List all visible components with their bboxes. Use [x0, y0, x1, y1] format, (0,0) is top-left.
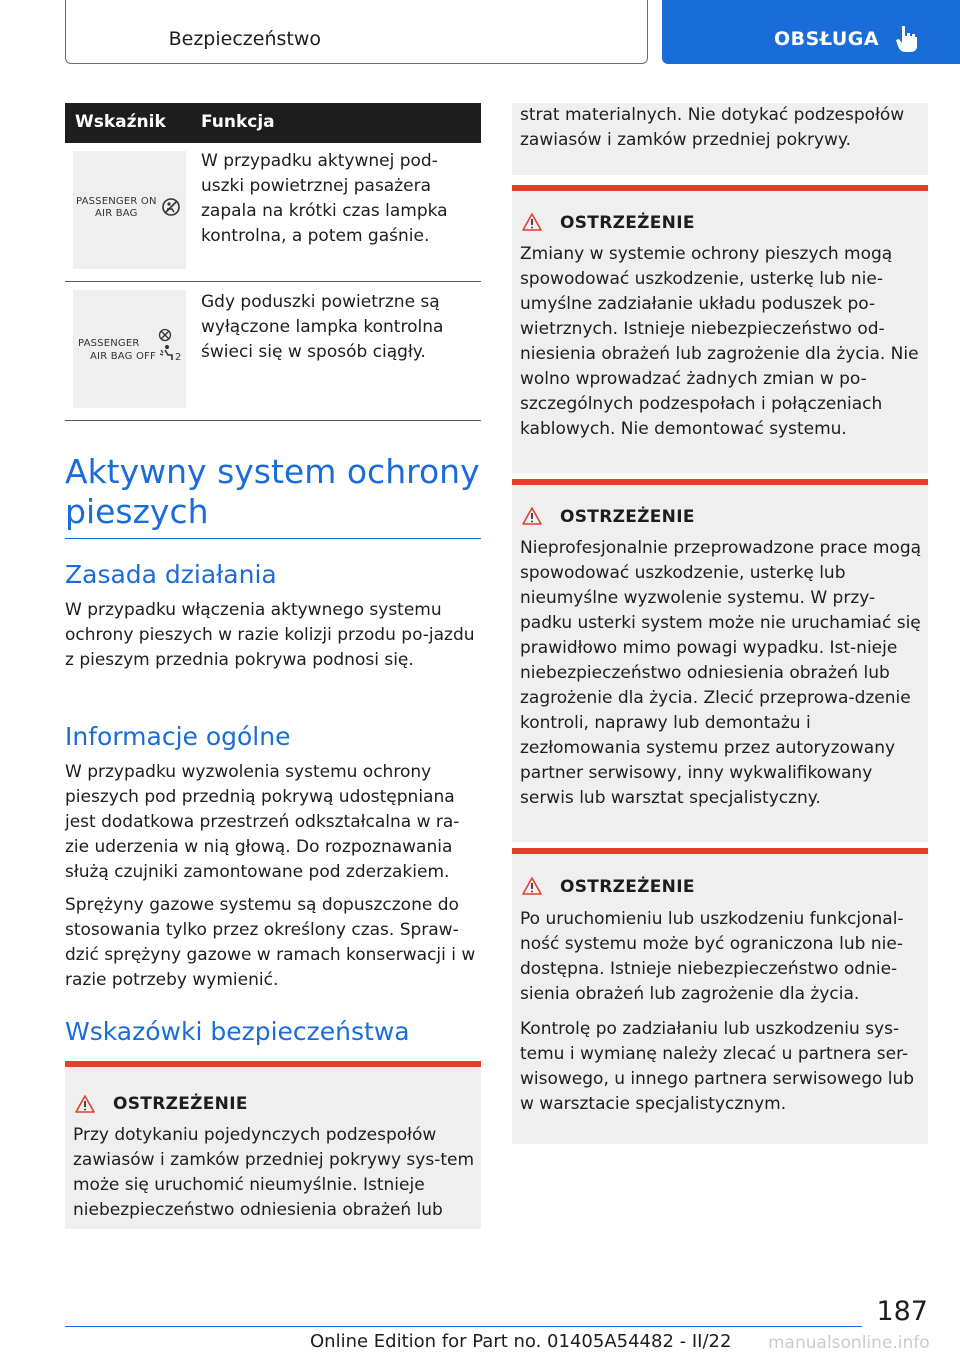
warning-box-1-continued [512, 103, 928, 175]
warning-text-continued: strat materialnych. Nie dotykać podzespołów zawiasów i zamków przedniej pokrywy. [520, 105, 905, 150]
airbag-on-icon [161, 197, 181, 217]
table-header [65, 103, 481, 143]
general-text-1: W przypadku wyzwolenia systemu ochrony pieszych pod przednią pokrywą udostępniana jest dodatkowa przestrzeń odkształcalna w ra-zie uderzenia w nią głową. Do rozpoznawania służą czujniki zamontowane pod zderzakiem. [65, 762, 460, 882]
indicator-table [65, 103, 481, 421]
header-tab-label: OBSŁUGA [774, 28, 880, 50]
header-section-title: Bezpieczeństwo [168, 28, 321, 50]
table-row [65, 282, 481, 421]
hand-pointer-icon [894, 24, 920, 54]
seated-passenger-icon [159, 344, 175, 362]
warning-text: Nieprofesjonalnie przeprowadzone prace mogą spowodować uszkodzenie, usterkę lub nieumyślne wyzwolenie systemu. W przy-padku usterki system może nie uruchamiać się prawidłowo mimo powagi wypadku. Ist-nieje niebezpieczeństwo odniesienia obrażeń lub zagrożenie dla życia. Zlecić przeprowa-dzenie kontroli, naprawy lub demontażu i zezłomowania systemu przez autoryzowany partner serwisowy, inny wykwalifikowany serwis lub warsztat specjalistyczny. [520, 538, 922, 808]
warning-box-3 [512, 479, 928, 842]
warning-label: OSTRZEŻENIE [560, 213, 695, 233]
footer-divider [65, 1326, 862, 1327]
warning-triangle-icon [522, 507, 542, 525]
footer-watermark: manualsonline.info [768, 1333, 930, 1353]
warning-text: Zmiany w systemie ochrony pieszych mogą spowodować uszkodzenie, usterkę lub nie-umyślne zadziałanie układu poduszek po-wietrznych. Istnieje niebezpieczeństwo od-niesienia obrażeń lub zagrożenie dla życia. Nie wolno wprowadzać żadnych zmian w po-szczególnych podzespołach i połączeniach kablowych. Nie demontować systemu. [520, 244, 919, 439]
subsection-title-general: Informacje ogólne [65, 722, 291, 751]
header-tab-obsluga[interactable] [662, 0, 960, 64]
indicator-text-line1: PASSENGER [78, 338, 140, 349]
warning-box-1 [65, 1061, 481, 1229]
warning-triangle-icon [522, 213, 542, 231]
warning-box-4 [512, 848, 928, 1144]
footer-edition: Online Edition for Part no. 01405A54482 - II/22 [310, 1331, 732, 1352]
table-header-indicator: Wskaźnik [75, 112, 166, 132]
indicator-suffix: 2 [175, 352, 182, 363]
principle-text: W przypadku włączenia aktywnego systemu ochrony pieszych w razie kolizji przodu po-jazdu z pieszym przednia pokrywa podnosi się. [65, 600, 475, 670]
warning-text-1: Po uruchomieniu lub uszkodzeniu funkcjonal-ność systemu może być ograniczona lub nie-dostępna. Istnieje niebezpieczeństwo odnie-sienia obrażeń lub zagrożenie dla życia. [520, 909, 904, 1004]
warning-triangle-icon [522, 877, 542, 895]
subsection-title-safety: Wskazówki bezpieczeństwa [65, 1017, 410, 1046]
function-text: Gdy poduszki powietrzne są wyłączone lampka kontrolna świeci się w sposób ciągły. [201, 292, 444, 362]
subsection-title-principle: Zasada działania [65, 560, 277, 589]
section-divider [65, 538, 481, 539]
warning-text: Przy dotykaniu pojedynczych podzespołów zawiasów i zamków przedniej pokrywy sys-tem może się uruchomić nieumyślnie. Istnieje niebezpieczeństwo odniesienia obrażeń lub [73, 1125, 475, 1220]
indicator-airbag-off [73, 290, 186, 408]
warning-label: OSTRZEŻENIE [560, 507, 695, 527]
warning-text-2: Kontrolę po zadziałaniu lub uszkodzeniu sys-temu i wymianę należy zlecać u partnera ser-wisowego, u innego partnera serwisowego lub w warsztacie specjalistycznym. [520, 1019, 915, 1114]
indicator-text-line1: PASSENGER ON [76, 196, 157, 207]
warning-triangle-icon [75, 1095, 95, 1113]
warning-box-2 [512, 185, 928, 473]
indicator-text-line2: AIR BAG OFF [90, 351, 156, 362]
warning-label: OSTRZEŻENIE [560, 877, 695, 897]
table-header-function: Funkcja [201, 112, 275, 132]
indicator-airbag-on [73, 151, 186, 269]
warning-label: OSTRZEŻENIE [113, 1094, 248, 1114]
table-row [65, 143, 481, 282]
page-number: 187 [876, 1296, 928, 1327]
section-title: Aktywny system ochrony pieszych [65, 452, 480, 531]
indicator-text-line2: AIR BAG [95, 208, 138, 219]
function-text: W przypadku aktywnej pod-uszki powietrznej pasażera zapala na krótki czas lampka kontrolna, a potem gaśnie. [201, 151, 448, 246]
general-text-2: Sprężyny gazowe systemu są dopuszczone do stosowania tylko przez określony czas. Spraw-dzić sprężyny gazowe w ramach konserwacji i w razie potrzeby wymienić. [65, 895, 476, 990]
airbag-off-cross-icon [158, 328, 172, 342]
header-box [65, 0, 648, 64]
